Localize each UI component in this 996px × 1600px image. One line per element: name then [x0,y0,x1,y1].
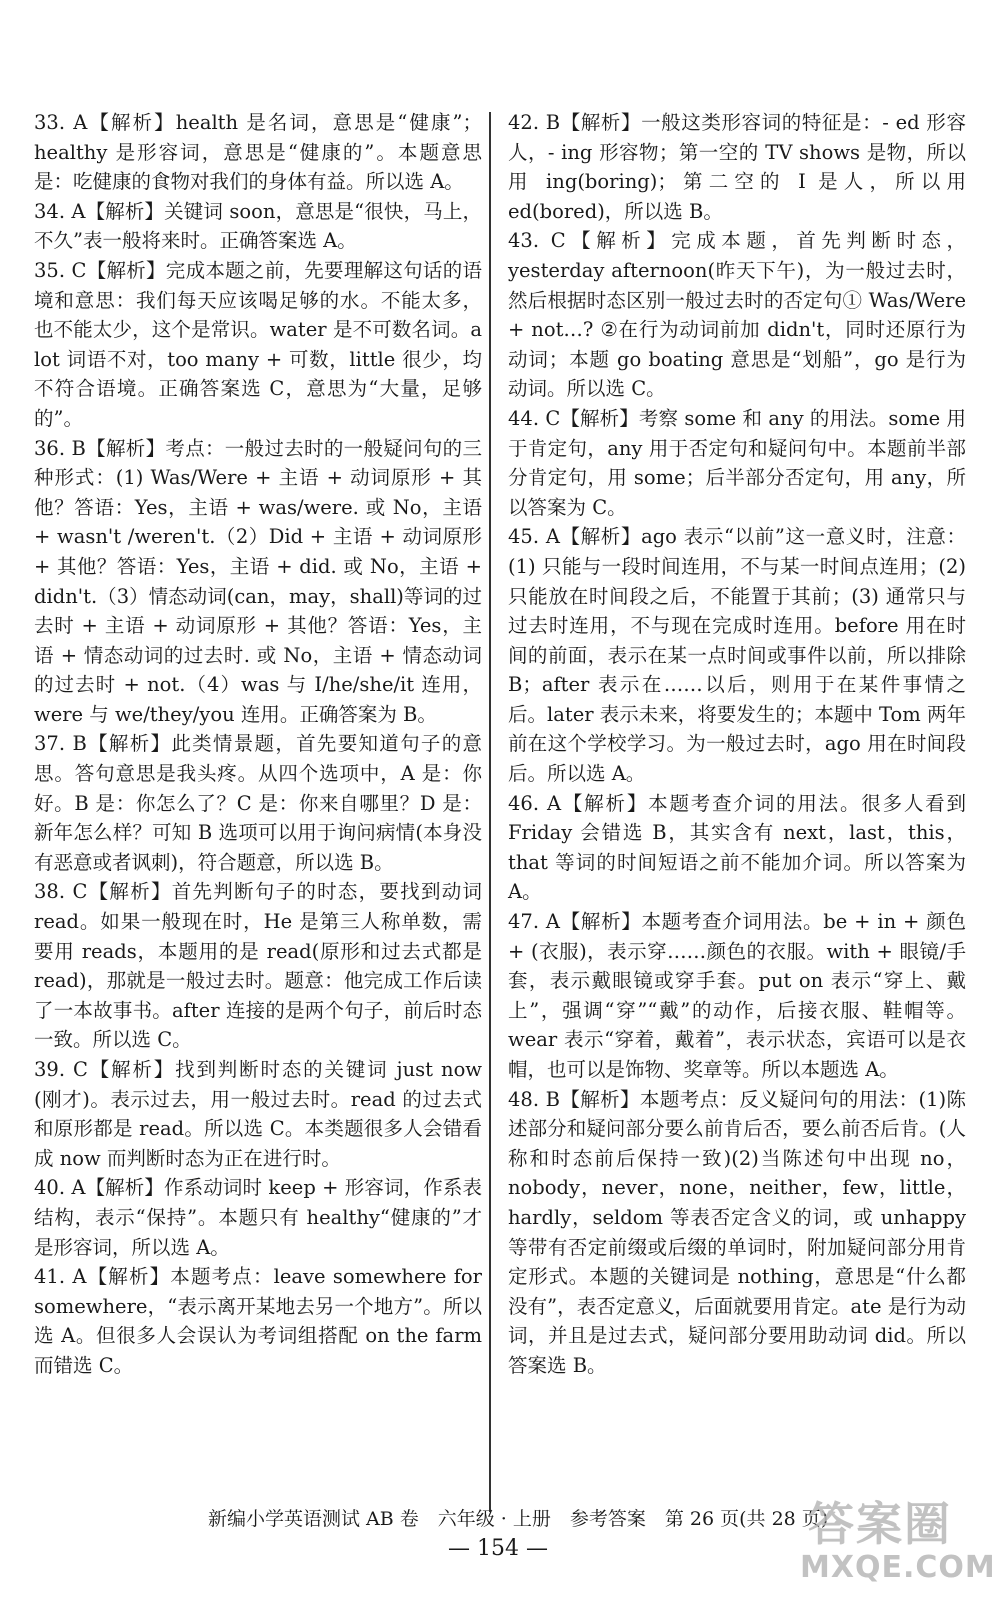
answer-entry-48: 48. B【解析】本题考点：反义疑问句的用法：(1)陈述部分和疑问部分要么前肯后否，要么前否后肯。(人称和时态前后保持一致)(2)当陈述句中出现 no，nobody，never，none，neither，few，little，hardly，seldom 等表否定含义的词，或 unhappy 等带有否定前缀或后缀的单词时，附加疑问部分用肯定形式。本题的关键词是 nothing，意思是“什么都没有”，表否定意义，后面就要用肯定。ate 是行为动词，并且是过去式，疑问部分要用助动词 did。所以答案选 B。 [508,1087,966,1377]
answer-entry-43: 43. C【解析】完成本题，首先判断时态，yesterday afternoon(昨天下午)，为一般过去时，然后根据时态区别一般过去时的否定句① Was/Were + not…? ②在行为动词前加 didn't，同时还原行为动词；本题 go boating 意思是“划船”，go 是行为动词。所以选 C。 [508,229,966,401]
page-number: — 154 — [448,1536,548,1561]
answer-entry-38: 38. C【解析】首先判断句子的时态，要找到动词 read。如果一般现在时，He 是第三人称单数，需要用 reads，本题用的是 read(原形和过去式都是 read)，那就是一般过去时。题意：他完成工作后读了一本故事书。after 连接的是两个句子，前后时态一致。所以选 C。 [34,880,482,1052]
answer-entry-36: 36. B【解析】考点：一般过去时的一般疑问句的三种形式：(1) Was/Were + 主语 + 动词原形 + 其他？答语：Yes，主语 + was/were. 或 No，主语 + wasn't /weren't.（2）Did + 主语 + 动词原形 + 其他？答语：Yes，主语 + did. 或 No，主语 + didn't.（3）情态动词(can，may，shall)等词的过去时 + 主语 + 动词原形 + 其他？答语：Yes，主语 + 情态动词的过去时. 或 No，主语 + 情态动词的过去时 + not.（4）was 与 I/he/she/it 连用，were 与 we/they/you 连用。正确答案为 B。 [34,436,482,726]
answer-entry-37: 37. B【解析】此类情景题，首先要知道句子的意思。答句意思是我头疼。从四个选项中，A 是：你好。B 是：你怎么了？C 是：你来自哪里？D 是：新年怎么样？可知 B 选项可以用于询问病情(本身没有恶意或者讽刺)，符合题意，所以选 B。 [34,732,482,874]
answer-entry-45: 45. A【解析】ago 表示“以前”这一意义时，注意：(1) 只能与一段时间连用，不与某一时间点连用；(2) 只能放在时间段之后，不能置于其前；(3) 通常只与过去时连用，不与现在完成时连用。before 用在时间的前面，表示在某一点时间或事件以前，所以排除 B；after 表示在……以后，则用于在某件事情之后。later 表示未来，将要发生的；本题中 Tom 两年前在这个学校学习。为一般过去时，ago 用在时间段后。所以选 A。 [508,525,966,786]
answer-entry-33: 33. A【解析】health 是名词，意思是“健康”；healthy 是形容词，意思是“健康的”。本题意思是：吃健康的食物对我们的身体有益。所以选 A。 [34,111,482,194]
answer-entry-46: 46. A【解析】本题考查介词的用法。很多人看到 Friday 会错选 B，其实含有 next，last，this，that 等词的时间短语之前不能加介词。所以答案为 A。 [508,791,966,904]
answer-entry-35: 35. C【解析】完成本题之前，先要理解这句话的语境和意思：我们每天应该喝足够的水。不能太多，也不能太少，这个是常识。water 是不可数名词。a lot 词语不对，too many + 可数，little 很少，均不符合语境。正确答案选 C，意思为“大量，足够的”。 [34,258,482,430]
answer-entry-40: 40. A【解析】作系动词时 keep + 形容词，作系表结构，表示“保持”。本题只有 healthy“健康的”才是形容词，所以选 A。 [34,1176,482,1259]
answer-entry-39: 39. C【解析】找到判断时态的关键词 just now (刚才)。表示过去，用一般过去时。read 的过去式和原形都是 read。所以选 C。本类题很多人会错看成 now 而判断时态为正在进行时。 [34,1058,482,1170]
answer-entry-42: 42. B【解析】一般这类形容词的特征是：- ed 形容人，- ing 形容物；第一空的 TV shows 是物，所以用 ing(boring)；第二空的 I 是人，所以用 ed(bored)，所以选 B。 [508,111,966,223]
column-divider [489,112,491,1512]
answer-entry-44: 44. C【解析】考察 some 和 any 的用法。some 用于肯定句，any 用于否定句和疑问句中。本题前半部分肯定句，用 some；后半部分否定句，用 any，所以答案为 C。 [508,406,966,519]
watermark [794,1488,996,1592]
answer-entry-34: 34. A【解析】关键词 soon，意思是“很快，马上，不久”表一般将来时。正确答案选 A。 [34,199,482,253]
footer-title: 新编小学英语测试 AB 卷 六年级 · 上册 参考答案 第 26 页(共 28 页) [208,1508,829,1530]
watermark-url: MXQE.COM [800,1550,996,1585]
answer-entry-41: 41. A【解析】本题考点：leave somewhere for somewhere，“表示离开某地去另一个地方”。所以选 A。但很多人会误认为考词组搭配 on the farm 而错选 C。 [34,1265,482,1377]
answer-entry-47: 47. A【解析】本题考查介词用法。be + in + 颜色 + (衣服)，表示穿……颜色的衣服。with + 眼镜/手套，表示戴眼镜或穿手套。put on 表示“穿上、戴上”，强调“穿”“戴”的动作，后接衣服、鞋帽等。wear 表示“穿着，戴着”，表示状态，宾语可以是衣帽，也可以是饰物、奖章等。所以本题选 A。 [508,910,966,1081]
left-column [34,108,482,1381]
right-column [508,108,966,1381]
watermark-logo: 答案圈 [808,1497,952,1551]
